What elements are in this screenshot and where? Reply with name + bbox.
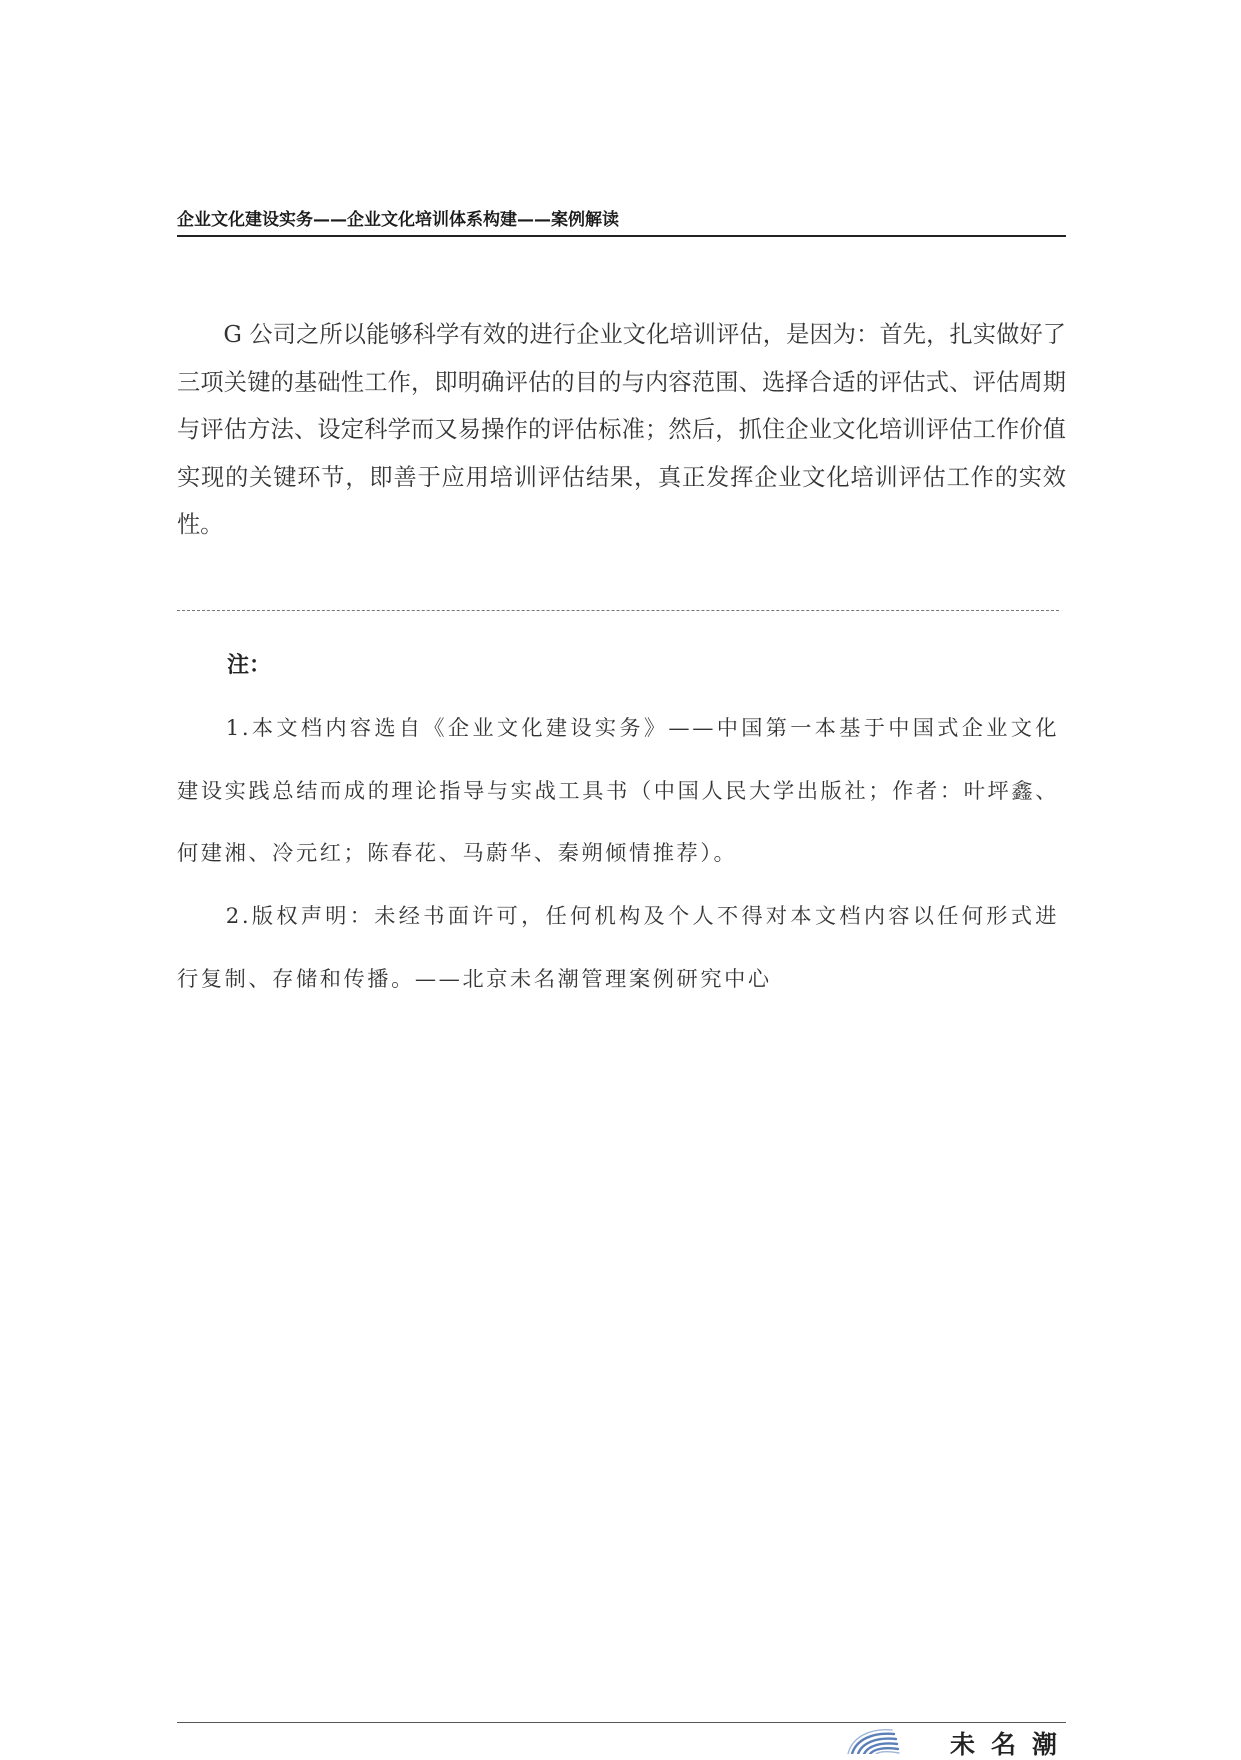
running-header: 企业文化建设实务——企业文化培训体系构建——案例解读 bbox=[177, 210, 619, 230]
swirl-globe-logo-icon bbox=[842, 1724, 912, 1754]
dashed-divider bbox=[177, 610, 1059, 611]
header-divider bbox=[177, 235, 1066, 237]
body-paragraph: G 公司之所以能够科学有效的进行企业文化培训评估，是因为：首先，扎实做好了三项关键的基础性工作，即明确评估的目的与内容范围、选择合适的评估式、评估周期与评估方法、设定科学而又易操作的评估标准；然后，抓住企业文化培训评估工作价值实现的关键环节，即善于应用培训评估结果，真正发挥企业文化培训评估工作的实效性。 bbox=[177, 321, 1066, 538]
note-item-source: 1.本文档内容选自《企业文化建设实务》——中国第一本基于中国式企业文化建设实践总结而成的理论指导与实战工具书（中国人民大学出版社；作者：叶坪鑫、何建湘、冷元红；陈春花、马蔚华、秦朔倾情推荐）。 bbox=[177, 715, 1059, 865]
footer-divider bbox=[177, 1722, 1066, 1723]
notes-title: 注： bbox=[227, 652, 272, 678]
footer-brand-name: 未名潮 bbox=[950, 1730, 1074, 1759]
note-item-copyright: 2.版权声明：未经书面许可，任何机构及个人不得对本文档内容以任何形式进行复制、存储和传播。——北京未名潮管理案例研究中心 bbox=[177, 903, 1059, 991]
